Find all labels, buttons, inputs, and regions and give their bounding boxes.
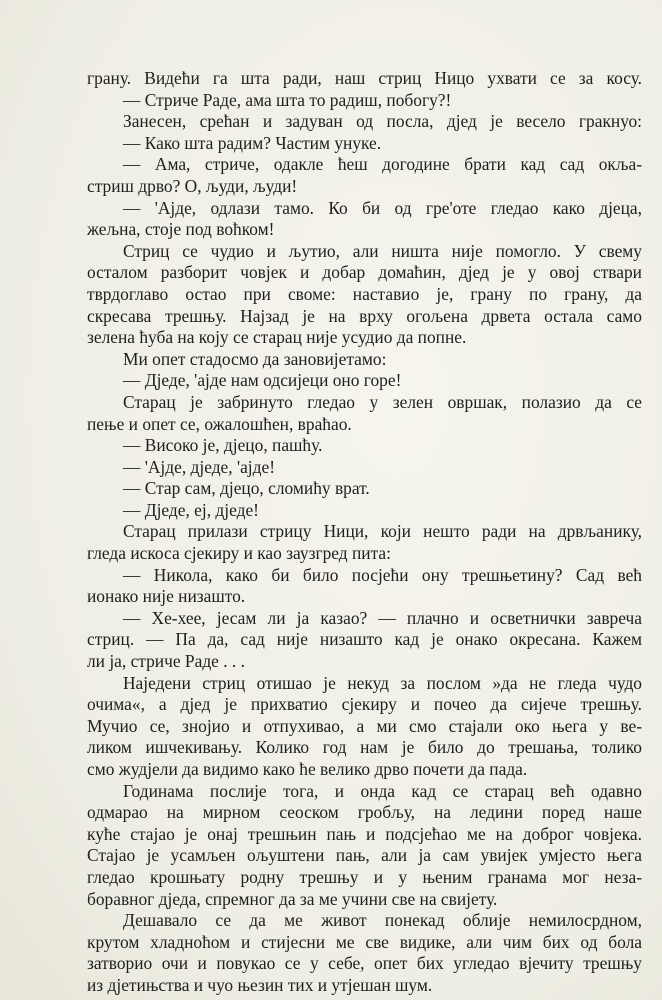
text-line: Стајао је усамљен ољуштени пањ, али ја сам увијек умјесто њега xyxy=(87,845,642,866)
text-line: зелена ћуба на коју се старац није усудио да попне. xyxy=(87,327,467,348)
text-line: очима«, а дјед је прихватио сјекиру и почео да сијече трешњу. xyxy=(87,694,642,715)
text-line: ликом ишчекивању. Колико год нам је било до трешања, толико xyxy=(87,737,642,758)
text-line: — Стриче Раде, ама шта то радиш, побогу?! xyxy=(123,89,452,110)
text-line: смо жудјели да видимо како ће велико дрво почети да пада. xyxy=(87,759,528,779)
text-line: — Дједе, еј, дједе! xyxy=(123,499,259,520)
text-line: стриш дрво? О, људи, људи! xyxy=(87,175,298,196)
text-line: — 'Аjде, дједе, 'аjде! xyxy=(123,456,275,477)
text-line: стриц. — Па да, сад није низашто кад је онако окресана. Кажем xyxy=(87,629,642,650)
text-line: Дешавало се да ме живот понекад облије немилосрдном, xyxy=(123,910,642,931)
text-line: Старац је забринуто гледао у зелен овршак, полазио да се xyxy=(123,391,642,412)
text-line: — Никола, како би било посјећи ону трешњетину? Сад већ xyxy=(123,564,642,585)
text-line: — Дједе, 'аjде нам одсијеци оно горе! xyxy=(123,370,402,391)
story-text xyxy=(87,68,642,997)
text-line: Ми опет стадосмо да зановијетамо: xyxy=(123,348,387,369)
text-line: грану. Видећи га шта ради, наш стриц Ницо ухвати се за косу. xyxy=(87,68,642,88)
text-line: Наједени стриц отишао је некуд за послом »да не гледа чудо xyxy=(123,672,642,693)
text-line: крутом хладноћом и стијесни ме све видике, али чим бих од бола xyxy=(87,931,642,952)
text-line: ли ја, стриче Раде . . . xyxy=(87,651,245,672)
text-line: жељна, стоје под воћком! xyxy=(87,219,275,240)
text-line: — 'Аjде, одлази тамо. Ко би од гре'оте гледао како дјеца, xyxy=(123,197,642,218)
text-line: ионако није низашто. xyxy=(87,586,246,607)
text-line: затворио очи и повукао се у себе, опет бих угледао вјечиту трешњу xyxy=(87,953,642,974)
text-line: тврдоглаво остао при своме: наставио је, грану по грану, да xyxy=(87,283,642,304)
text-line: куће стајао је онај трешњин пањ и подсјећао ме на доброг човјека. xyxy=(87,823,642,844)
text-line: одмарао на мирном сеоском гробљу, на ледини поред наше xyxy=(87,802,642,823)
text-line: скресава трешњу. Најзад је на врху огољена дрвета остала само xyxy=(87,305,642,326)
text-line: — Високо је, дјецо, пашћу. xyxy=(123,435,323,456)
text-line: — Како шта радим? Частим унуке. xyxy=(123,132,382,153)
text-line: Старац прилази стрицу Ници, који нешто ради на дрвљанику, xyxy=(123,521,642,542)
text-line: Мучио се, знојио и отпухивао, а ми смо стајали око њега у ве- xyxy=(87,715,642,736)
text-line: гледао крошњату родну трешњу и у њеним гранама мог неза- xyxy=(87,866,642,887)
text-line: Стриц се чудио и љутио, али ништа није помогло. У свему xyxy=(123,240,642,261)
text-line: пење и опет се, ожалошћен, враћао. xyxy=(87,413,352,434)
text-line: боравног дједа, спремног да за ме учини све на свијету. xyxy=(87,888,498,909)
text-line: Годинама послије тога, и онда кад се старац већ одавно xyxy=(123,780,642,801)
text-line: гледа искоса сјекиру и као заузгред пита: xyxy=(87,543,391,564)
text-line: Занесен, срећан и задуван од посла, дјед је весело гракнуо: xyxy=(123,111,642,132)
text-line: — Хе-хее, јесам ли ја казао? — плачно и осветнички завреча xyxy=(123,607,642,628)
text-line: осталом разборит човјек и добар домаћин, дјед је у овој ствари xyxy=(87,262,642,283)
text-line: из дјетињства и чуо њезин тих и утјешан шум. xyxy=(87,974,433,995)
text-line: — Стар сам, дјецо, сломићу врат. xyxy=(123,478,370,499)
text-line: — Ама, стриче, одакле ћеш догодине брати кад сад окља- xyxy=(123,154,642,175)
